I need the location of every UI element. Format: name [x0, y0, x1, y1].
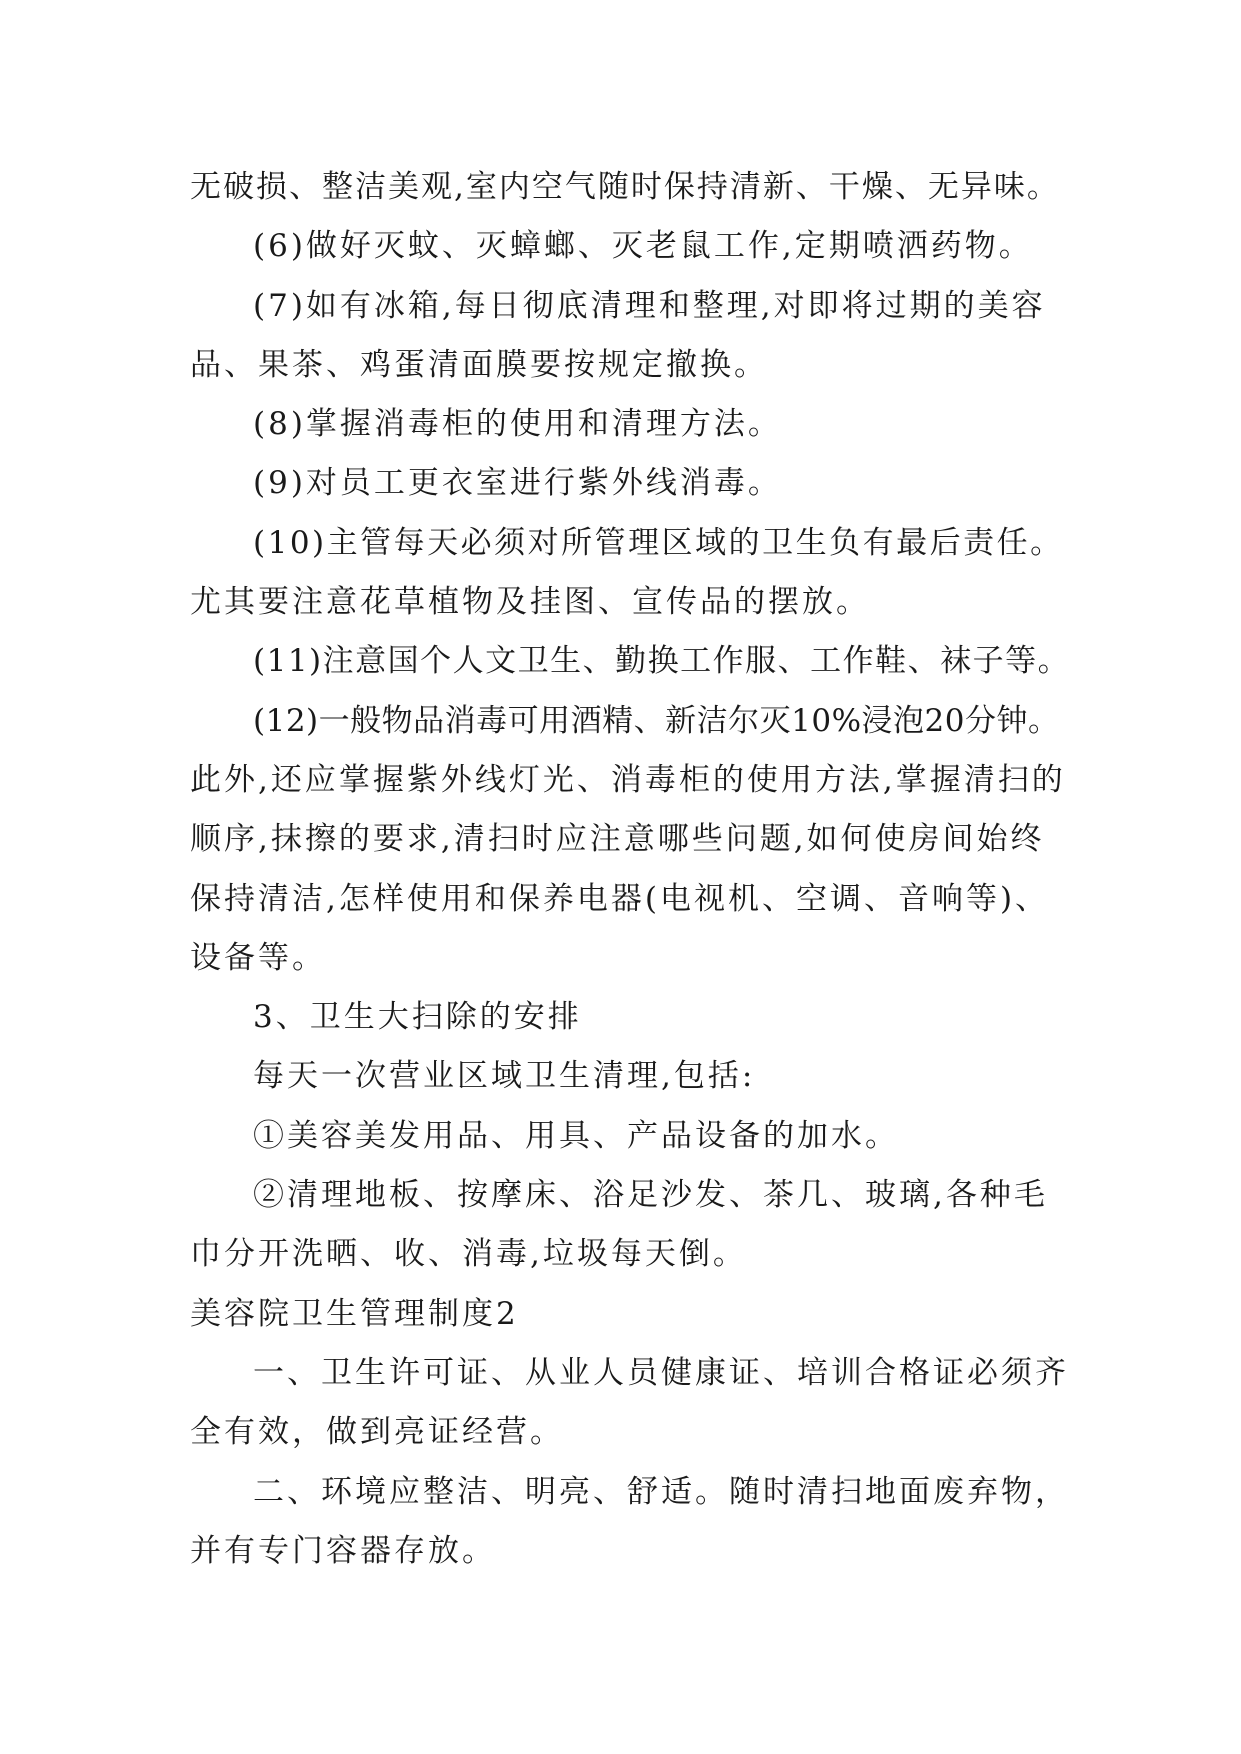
text-line: 无破损、整洁美观,室内空气随时保持清新、干燥、无异味。: [190, 169, 1060, 205]
document-body: [190, 158, 1070, 1581]
text-line: 此外,还应掌握紫外线灯光、消毒柜的使用方法,掌握清扫的: [190, 761, 1066, 798]
text-line: 保持清洁,怎样使用和保养电器(电视机、空调、音响等)、: [190, 880, 1050, 917]
text-line: 巾分开洗晒、收、消毒,垃圾每天倒。: [190, 1236, 747, 1273]
text-line: 尤其要注意花草植物及挂图、宣传品的摆放。: [190, 584, 870, 621]
text-line: 二、环境应整洁、明亮、舒适。随时清扫地面废弃物，: [253, 1473, 1069, 1510]
text-line: (11)注意国个人文卫生、勤换工作服、工作鞋、袜子等。: [253, 643, 1071, 680]
text-line: 设备等。: [190, 939, 326, 976]
text-line: 一、卫生许可证、从业人员健康证、培训合格证必须齐: [253, 1354, 1069, 1391]
text-line: 顺序,抹擦的要求,清扫时应注意哪些问题,如何使房间始终: [190, 821, 1045, 858]
text-line: 美容院卫生管理制度2: [190, 1295, 519, 1332]
text-line: (10)主管每天必须对所管理区域的卫生负有最后责任。: [253, 524, 1064, 561]
text-line: (6)做好灭蚊、灭蟑螂、灭老鼠工作,定期喷洒药物。: [253, 228, 1033, 265]
text-line: 并有专门容器存放。: [190, 1532, 496, 1569]
text-line: 3、卫生大扫除的安排: [253, 999, 582, 1036]
text-line: (7)如有冰箱,每日彻底清理和整理,对即将过期的美容: [253, 287, 1046, 324]
text-line: 每天一次营业区域卫生清理,包括:: [253, 1058, 756, 1095]
text-line: (12)一般物品消毒可用酒精、新洁尔灭10%浸泡20分钟。: [253, 702, 1060, 739]
text-line: 全有效，做到亮证经营。: [190, 1414, 564, 1451]
text-line: 品、果茶、鸡蛋清面膜要按规定撤换。: [190, 346, 768, 383]
text-line: (8)掌握消毒柜的使用和清理方法。: [253, 406, 782, 443]
text-line: (9)对员工更衣室进行紫外线消毒。: [253, 465, 782, 502]
text-line: ②清理地板、按摩床、浴足沙发、茶几、玻璃,各种毛: [253, 1177, 1048, 1214]
text-line: ①美容美发用品、用具、产品设备的加水。: [253, 1117, 899, 1154]
